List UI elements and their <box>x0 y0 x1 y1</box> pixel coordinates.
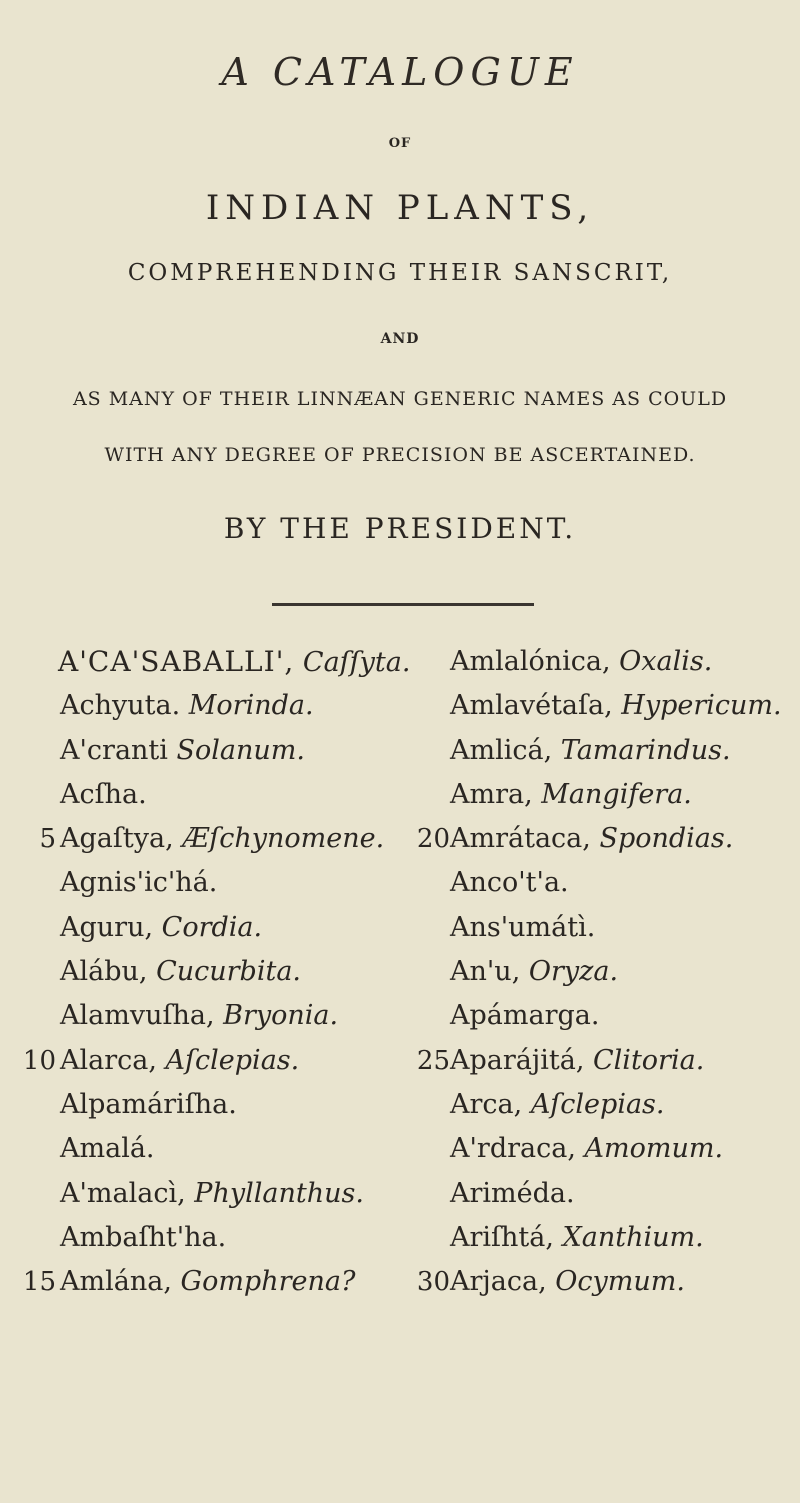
entry-text <box>450 1039 704 1083</box>
linnaean-name: Cordia. <box>161 911 263 943</box>
entry-text <box>450 950 618 994</box>
plant-entry <box>420 1127 795 1171</box>
entry-number: 5 <box>39 824 56 855</box>
sanskrit-name: An'u, <box>450 956 521 988</box>
entry-text <box>450 1216 704 1260</box>
linnaean-name: Solanum. <box>176 734 305 766</box>
plant-entry <box>30 684 430 728</box>
plant-entry <box>420 640 795 684</box>
sanskrit-name: Aparájitá, <box>450 1044 585 1076</box>
catalogue-title: A CATALOGUE <box>221 50 579 94</box>
linnaean-name: Cucurbita. <box>156 956 302 988</box>
linnaean-name: Tamarindus. <box>560 734 731 766</box>
left-column <box>22 640 430 1304</box>
entry-text <box>450 906 595 950</box>
plant-entry <box>30 906 430 950</box>
entry-text <box>58 640 410 685</box>
title-of: OF <box>388 136 412 151</box>
sanskrit-name: A'cranti <box>60 734 168 766</box>
sanskrit-name: Amlicá, <box>450 734 553 766</box>
plant-entry <box>22 1039 430 1083</box>
sanskrit-name: Ariſhtá, <box>450 1221 554 1253</box>
plant-entry <box>420 950 795 994</box>
sanskrit-name: Acſha. <box>60 778 147 810</box>
plant-entry <box>416 817 795 861</box>
entry-text <box>450 684 782 728</box>
entry-text <box>450 729 731 773</box>
plant-entry <box>420 773 795 817</box>
plant-entry <box>420 1216 795 1260</box>
right-column <box>416 640 795 1304</box>
entry-text <box>60 729 305 773</box>
sanskrit-name: Ans'umátì. <box>450 911 596 943</box>
plant-entry <box>30 994 430 1038</box>
plant-entry <box>30 1216 430 1260</box>
linnaean-name: Æſchynomene. <box>182 823 385 855</box>
sanskrit-name: Amrátaca, <box>450 823 591 855</box>
linnaean-name: Ocymum. <box>555 1266 685 1298</box>
entry-text <box>60 1039 299 1083</box>
sanskrit-name: Amra, <box>450 778 533 810</box>
plant-entry <box>420 906 795 950</box>
linnaean-name: Oryza. <box>528 956 619 988</box>
plant-entry <box>30 1083 430 1127</box>
title-line-comprehending: COMPREHENDING THEIR SANSCRIT, <box>127 260 673 286</box>
sanskrit-name: Alábu, <box>60 956 148 988</box>
linnaean-name: Spondias. <box>599 823 734 855</box>
plant-entry <box>420 994 795 1038</box>
plant-entry <box>416 1039 795 1083</box>
plant-entry <box>420 861 795 905</box>
entry-number: 30 <box>416 1267 450 1298</box>
linnaean-name: Xanthium. <box>562 1221 704 1253</box>
sanskrit-name: Amlalónica, <box>450 646 611 677</box>
linnaean-name: Phyllanthus. <box>194 1177 364 1209</box>
linnaean-name: Amomum. <box>584 1133 724 1165</box>
plant-entry <box>30 1172 430 1216</box>
entry-number: 20 <box>416 824 450 855</box>
entry-text <box>60 684 314 728</box>
entry-text <box>60 1260 355 1304</box>
sanskrit-name: Amalá. <box>60 1133 155 1165</box>
plant-entry <box>30 950 430 994</box>
plant-entry <box>420 1083 795 1127</box>
plant-entry <box>30 729 430 773</box>
entry-text <box>450 1127 723 1171</box>
entry-text <box>450 1260 685 1304</box>
plant-entry <box>420 729 795 773</box>
plant-entry <box>420 684 795 728</box>
entry-text <box>450 773 692 817</box>
linnaean-name: Aſclepias. <box>530 1088 665 1120</box>
title-and: AND <box>380 331 420 347</box>
entry-text <box>60 1216 226 1260</box>
sanskrit-name: Arjaca, <box>450 1266 547 1298</box>
entry-text <box>450 1083 665 1127</box>
title-author: BY THE PRESIDENT. <box>223 512 577 545</box>
sanskrit-name: Achyuta. <box>60 690 181 722</box>
plant-entry <box>22 1260 430 1304</box>
sanskrit-name: A'CA'SABALLI', <box>58 645 295 678</box>
entry-text <box>450 640 712 684</box>
title-subject: INDIAN PLANTS, <box>205 188 595 228</box>
sanskrit-name: Ariméda. <box>450 1177 575 1209</box>
entry-text <box>450 994 599 1038</box>
sanskrit-name: Alarca, <box>60 1044 157 1076</box>
title-line-with: WITH ANY DEGREE OF PRECISION BE ASCERTAINED. <box>104 444 696 466</box>
plant-entry <box>30 817 430 861</box>
entry-number: 15 <box>22 1267 56 1298</box>
linnaean-name: Bryonia. <box>223 1000 339 1032</box>
plant-entry <box>30 640 430 684</box>
plant-entry <box>416 1260 795 1304</box>
entry-text <box>60 1127 155 1171</box>
sanskrit-name: Arca, <box>450 1088 523 1120</box>
entry-text <box>60 994 338 1038</box>
sanskrit-name: Alamvuſha, <box>60 1000 215 1032</box>
sanskrit-name: Agnis'ic'há. <box>60 867 218 899</box>
sanskrit-name: A'rdraca, <box>450 1133 576 1165</box>
linnaean-name: Gomphrena? <box>180 1266 356 1298</box>
entry-text <box>450 1172 575 1216</box>
entry-text <box>60 1172 364 1216</box>
entry-text <box>450 861 569 905</box>
entry-number: 25 <box>416 1045 450 1076</box>
linnaean-name: Caſſyta. <box>302 647 411 678</box>
sanskrit-name: Apámarga. <box>450 1000 600 1032</box>
title-line-many: AS MANY OF THEIR LINNÆAN GENERIC NAMES AS COULD <box>72 388 728 410</box>
entry-text <box>60 773 147 817</box>
entry-number: 10 <box>22 1045 56 1076</box>
divider-rule <box>272 603 534 606</box>
plant-entry <box>30 1127 430 1171</box>
linnaean-name: Hypericum. <box>621 690 782 722</box>
sanskrit-name: A'malacì, <box>60 1177 186 1209</box>
plant-entry <box>420 1172 795 1216</box>
sanskrit-name: Anco't'a. <box>450 867 569 899</box>
linnaean-name: Clitoria. <box>593 1044 705 1076</box>
sanskrit-name: Alpamáriſha. <box>60 1088 237 1120</box>
linnaean-name: Mangifera. <box>541 778 692 810</box>
plant-entry <box>30 861 430 905</box>
sanskrit-name: Ambaſht'ha. <box>60 1221 227 1253</box>
linnaean-name: Oxalis. <box>619 646 713 677</box>
sanskrit-name: Amlavétaſa, <box>450 690 613 722</box>
entry-text <box>60 861 217 905</box>
plant-entry <box>30 773 430 817</box>
entry-text <box>450 817 733 861</box>
sanskrit-name: Agaſtya, <box>60 823 174 855</box>
entry-text <box>60 950 301 994</box>
entry-text <box>60 1083 237 1127</box>
sanskrit-name: Aguru, <box>60 911 154 943</box>
entry-text <box>60 817 384 861</box>
linnaean-name: Aſclepias. <box>165 1044 300 1076</box>
entry-text <box>60 906 262 950</box>
linnaean-name: Morinda. <box>188 690 314 722</box>
sanskrit-name: Amlána, <box>60 1266 172 1298</box>
